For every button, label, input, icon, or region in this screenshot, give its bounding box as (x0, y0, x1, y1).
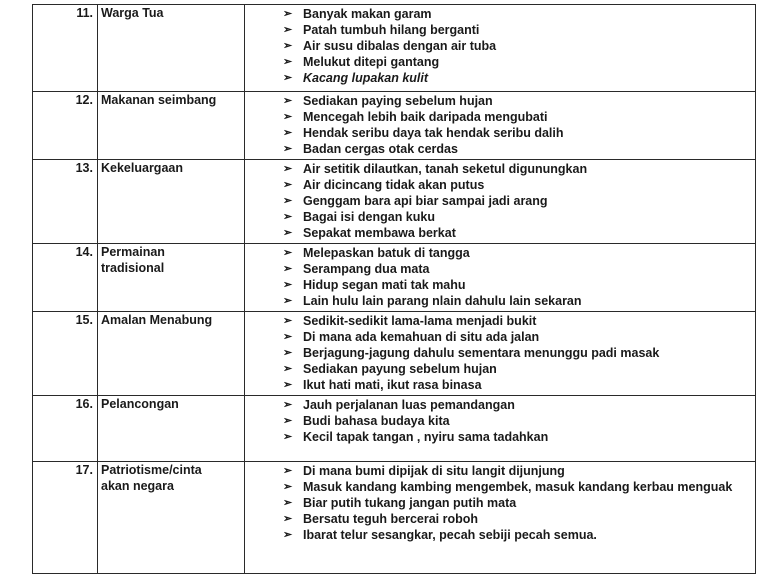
peribahasa-list (283, 93, 755, 157)
arrow-bullet-icon: ➢ (283, 127, 293, 139)
peribahasa-text: Berjagung-jagung dahulu sementara menunggu padi masak (303, 346, 660, 360)
peribahasa-item (283, 397, 755, 413)
table-row (33, 160, 756, 244)
arrow-bullet-icon: ➢ (283, 379, 293, 391)
peribahasa-cell (245, 312, 756, 396)
topic-cell (98, 92, 245, 160)
peribahasa-item (283, 413, 755, 429)
peribahasa-item (283, 429, 755, 445)
row-number: 16. (33, 396, 98, 462)
peribahasa-item (283, 54, 755, 70)
arrow-bullet-icon: ➢ (283, 56, 293, 68)
arrow-bullet-icon: ➢ (283, 347, 293, 359)
topic-label-line-2: akan negara (101, 479, 174, 493)
table-row (33, 312, 756, 396)
row-number: 12. (33, 92, 98, 160)
peribahasa-item (283, 495, 755, 511)
peribahasa-list (283, 463, 755, 543)
peribahasa-text: Kacang lupakan kulit (303, 71, 429, 85)
peribahasa-text: Kecil tapak tangan , nyiru sama tadahkan (303, 430, 549, 444)
peribahasa-text: Lain hulu lain parang nlain dahulu lain sekaran (303, 294, 582, 308)
arrow-bullet-icon: ➢ (283, 399, 293, 411)
peribahasa-item (283, 193, 755, 209)
topic-label: Makanan seimbang (101, 93, 217, 107)
peribahasa-list (283, 161, 755, 241)
peribahasa-list (283, 397, 755, 445)
peribahasa-text: Bersatu teguh bercerai roboh (303, 512, 479, 526)
peribahasa-item (283, 22, 755, 38)
peribahasa-text: Hidup segan mati tak mahu (303, 278, 466, 292)
arrow-bullet-icon: ➢ (283, 481, 293, 493)
peribahasa-text: Sedikit-sedikit lama-lama menjadi bukit (303, 314, 537, 328)
arrow-bullet-icon: ➢ (283, 40, 293, 52)
arrow-bullet-icon: ➢ (283, 363, 293, 375)
peribahasa-item (283, 70, 755, 86)
arrow-bullet-icon: ➢ (283, 415, 293, 427)
row-number: 11. (33, 5, 98, 92)
peribahasa-item (283, 109, 755, 125)
peribahasa-item (283, 93, 755, 109)
peribahasa-text: Biar putih tukang jangan putih mata (303, 496, 517, 510)
table-row (33, 5, 756, 92)
peribahasa-cell (245, 92, 756, 160)
topic-cell (98, 5, 245, 92)
peribahasa-item (283, 125, 755, 141)
arrow-bullet-icon: ➢ (283, 211, 293, 223)
peribahasa-text: Sediakan paying sebelum hujan (303, 94, 493, 108)
peribahasa-text: Jauh perjalanan luas pemandangan (303, 398, 515, 412)
peribahasa-item (283, 6, 755, 22)
peribahasa-text: Hendak seribu daya tak hendak seribu dalih (303, 126, 564, 140)
peribahasa-text: Air dicincang tidak akan putus (303, 178, 485, 192)
peribahasa-cell (245, 5, 756, 92)
arrow-bullet-icon: ➢ (283, 295, 293, 307)
topic-label-line-1: Patriotisme/cinta (101, 463, 202, 477)
peribahasa-item (283, 345, 755, 361)
peribahasa-text: Sediakan payung sebelum hujan (303, 362, 497, 376)
topic-label: Pelancongan (101, 397, 179, 411)
topic-label: Amalan Menabung (101, 313, 213, 327)
peribahasa-item (283, 209, 755, 225)
arrow-bullet-icon: ➢ (283, 179, 293, 191)
peribahasa-list (283, 6, 755, 86)
arrow-bullet-icon: ➢ (283, 263, 293, 275)
arrow-bullet-icon: ➢ (283, 143, 293, 155)
peribahasa-text: Melukut ditepi gantang (303, 55, 440, 69)
topic-cell (98, 396, 245, 462)
row-number: 13. (33, 160, 98, 244)
topic-cell (98, 312, 245, 396)
peribahasa-text: Patah tumbuh hilang berganti (303, 23, 480, 37)
peribahasa-text: Ibarat telur sesangkar, pecah sebiji pecah semua. (303, 528, 597, 542)
peribahasa-text: Mencegah lebih baik daripada mengubati (303, 110, 548, 124)
peribahasa-item (283, 293, 755, 309)
peribahasa-text: Di mana ada kemahuan di situ ada jalan (303, 330, 540, 344)
arrow-bullet-icon: ➢ (283, 195, 293, 207)
topic-cell (98, 244, 245, 312)
peribahasa-list (283, 313, 755, 393)
arrow-bullet-icon: ➢ (283, 315, 293, 327)
arrow-bullet-icon: ➢ (283, 331, 293, 343)
peribahasa-text: Melepaskan batuk di tangga (303, 246, 470, 260)
peribahasa-text: Di mana bumi dipijak di situ langit dijunjung (303, 464, 565, 478)
table-row (33, 244, 756, 312)
peribahasa-text: Ikut hati mati, ikut rasa binasa (303, 378, 482, 392)
peribahasa-text: Sepakat membawa berkat (303, 226, 456, 240)
peribahasa-list (283, 245, 755, 309)
peribahasa-item (283, 527, 755, 543)
peribahasa-item (283, 225, 755, 241)
topic-label: Kekeluargaan (101, 161, 183, 175)
topic-label-line-2: tradisional (101, 261, 165, 275)
table-row (33, 396, 756, 462)
peribahasa-item (283, 177, 755, 193)
peribahasa-text: Banyak makan garam (303, 7, 432, 21)
peribahasa-text: Air susu dibalas dengan air tuba (303, 39, 497, 53)
peribahasa-item (283, 463, 755, 479)
arrow-bullet-icon: ➢ (283, 529, 293, 541)
peribahasa-cell (245, 396, 756, 462)
row-number: 17. (33, 462, 98, 574)
arrow-bullet-icon: ➢ (283, 163, 293, 175)
peribahasa-item (283, 141, 755, 157)
peribahasa-cell (245, 160, 756, 244)
arrow-bullet-icon: ➢ (283, 465, 293, 477)
peribahasa-item (283, 38, 755, 54)
peribahasa-text: Bagai isi dengan kuku (303, 210, 435, 224)
topic-label: Warga Tua (101, 6, 164, 20)
table-row (33, 92, 756, 160)
arrow-bullet-icon: ➢ (283, 8, 293, 20)
peribahasa-item (283, 479, 755, 495)
peribahasa-item (283, 161, 755, 177)
peribahasa-item (283, 313, 755, 329)
arrow-bullet-icon: ➢ (283, 111, 293, 123)
peribahasa-text: Air setitik dilautkan, tanah seketul digunungkan (303, 162, 588, 176)
topic-label-line-1: Permainan (101, 245, 165, 259)
peribahasa-cell (245, 244, 756, 312)
arrow-bullet-icon: ➢ (283, 227, 293, 239)
peribahasa-item (283, 277, 755, 293)
arrow-bullet-icon: ➢ (283, 497, 293, 509)
arrow-bullet-icon: ➢ (283, 72, 293, 84)
peribahasa-text: Badan cergas otak cerdas (303, 142, 458, 156)
peribahasa-text: Genggam bara api biar sampai jadi arang (303, 194, 548, 208)
peribahasa-text: Masuk kandang kambing mengembek, masuk kandang kerbau menguak (303, 480, 733, 494)
row-number: 15. (33, 312, 98, 396)
peribahasa-cell (245, 462, 756, 574)
arrow-bullet-icon: ➢ (283, 431, 293, 443)
arrow-bullet-icon: ➢ (283, 24, 293, 36)
arrow-bullet-icon: ➢ (283, 247, 293, 259)
peribahasa-item (283, 329, 755, 345)
topic-cell (98, 160, 245, 244)
arrow-bullet-icon: ➢ (283, 279, 293, 291)
peribahasa-item (283, 361, 755, 377)
peribahasa-item (283, 245, 755, 261)
peribahasa-item (283, 511, 755, 527)
peribahasa-text: Serampang dua mata (303, 262, 430, 276)
topic-cell (98, 462, 245, 574)
peribahasa-text: Budi bahasa budaya kita (303, 414, 450, 428)
peribahasa-item (283, 261, 755, 277)
arrow-bullet-icon: ➢ (283, 513, 293, 525)
peribahasa-item (283, 377, 755, 393)
row-number: 14. (33, 244, 98, 312)
arrow-bullet-icon: ➢ (283, 95, 293, 107)
peribahasa-table (32, 4, 756, 574)
table-row (33, 462, 756, 574)
